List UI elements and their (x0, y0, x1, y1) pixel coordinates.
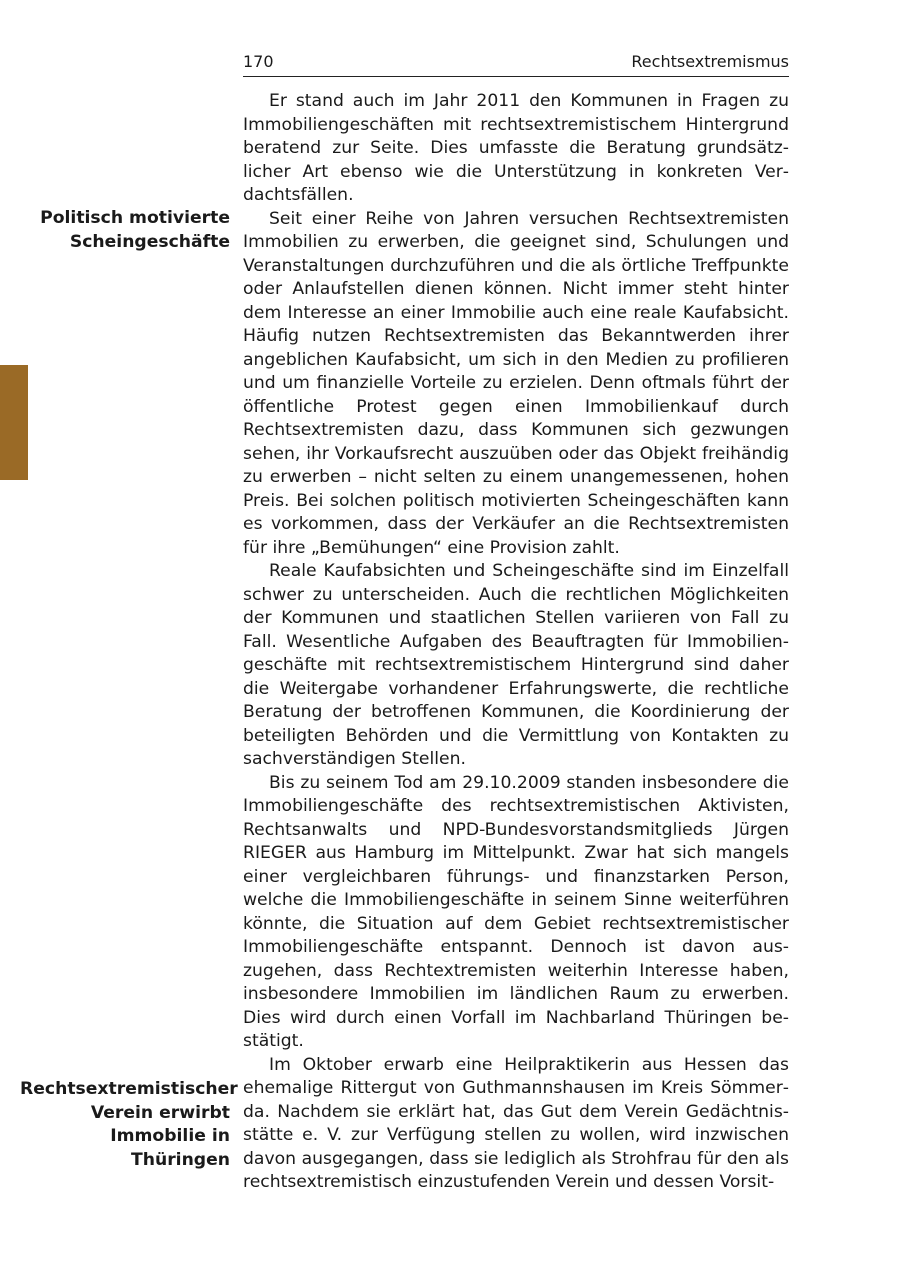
page-number: 170 (243, 52, 274, 71)
paragraph-3: Reale Kaufabsichten und Scheingeschäfte sind im Einzelfall schwer zu unterscheiden. Auch die rechtlichen Möglichkeiten der Kommunen und staatlichen Stellen variieren von Fall zu Fall. Wesentliche Aufgaben des Beauftragten für Immobiliengeschäfte mit rechtsextremistischem Hintergrund sind daher die Weitergabe vorhandener Erfahrungswerte, die rechtliche Beratung der betroffenen Kommunen, die Koordinierung der beteiligten Behörden und die Vermittlung von Kontakten zu sachverständigen Stellen. (243, 561, 789, 769)
paragraph-5: Im Oktober erwarb eine Heilpraktikerin aus Hessen das ehemalige Rittergut von Guthmannshausen im Kreis Sömmerda. Nachdem sie erklärt hat, das Gut dem Verein Gedächtnisstätte e. V. zur Verfügung stellen zu wollen, wird inzwischen davon ausgegangen, dass sie lediglich als Strohfrau für den als rechtsextremistisch einzustufenden Verein und dessen Vorsit- (243, 1054, 789, 1192)
running-title: Rechtsextremismus (631, 52, 789, 71)
body-text (243, 90, 789, 1195)
paragraph-2: Seit einer Reihe von Jahren versuchen Rechtsextremisten Immobilien zu erwerben, die geeignet sind, Schulungen und Veranstaltungen durchzuführen und die als örtliche Treffpunkte oder Anlaufstellen dienen können. Nicht immer steht hinter dem Interesse an einer Immobilie auch eine reale Kaufabsicht. Häufig nutzen Rechtsextremisten das Bekanntwerden ihrer angeblichen Kaufabsicht, um sich in den Medien zu profilieren und um finanzielle Vorteile zu erzielen. Denn oftmals führt der öffentliche Protest gegen einen Immobilienkauf durch Rechtsextremisten dazu, dass Kommunen sich gezwungen sehen, ihr Vorkaufsrecht auszuüben oder das Objekt freihändig zu erwerben – nicht selten zu einem unangemessenen, hohen Preis. Bei solchen politisch motivierten Scheingeschäften kann es vorkommen, dass der Verkäufer an die Rechtsextremisten für ihre „Bemühungen“ eine Provision zahlt. (243, 208, 789, 558)
page-header (243, 52, 789, 77)
chapter-side-tab (0, 365, 28, 480)
margin-note-scheingeschaefte: Politisch motivierte Scheingeschäfte (40, 208, 230, 252)
margin-note-verein-thueringen: Rechtsextremistischer Verein erwirbt Immobilie in Thüringen (20, 1079, 238, 1170)
paragraph-1: Er stand auch im Jahr 2011 den Kommunen in Fragen zu Immobiliengeschäften mit rechtsextremistischem Hintergrund beratend zur Seite. Dies umfasste die Beratung grundsätzlicher Art ebenso wie die Unterstützung in konkreten Verdachtsfällen. (243, 91, 789, 205)
paragraph-4: Bis zu seinem Tod am 29.10.2009 standen insbesondere die Immobiliengeschäfte des rechtsextremistischen Aktivisten, Rechtsanwalts und NPD-Bundesvorstandsmitglieds Jürgen RIEGER aus Hamburg im Mittelpunkt. Zwar hat sich mangels einer vergleichbaren führungs- und finanzstarken Person, welche die Immobiliengeschäfte in seinem Sinne weiterführen könnte, die Situation auf dem Gebiet rechtsextremistischer Immobiliengeschäfte entspannt. Dennoch ist davon auszugehen, dass Rechtextremisten weiterhin Interesse haben, insbesondere Immobilien im ländlichen Raum zu erwerben. Dies wird durch einen Vorfall im Nachbarland Thüringen bestätigt. (243, 772, 789, 1051)
